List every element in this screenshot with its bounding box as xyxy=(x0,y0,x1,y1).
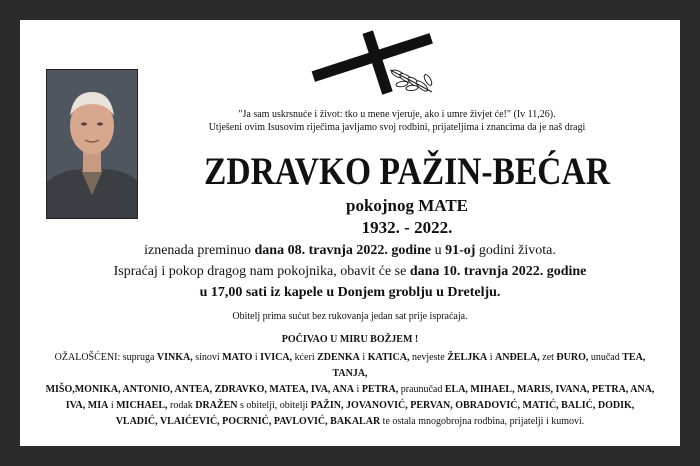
deceased-name: ZDRAVKO PAŽIN-BEĆAR xyxy=(204,150,610,193)
portrait-photo xyxy=(46,69,138,219)
condolences-note: Obitelj prima sućut bez rukovanja jedan sat prije ispraćaja. xyxy=(232,311,468,322)
bible-quote xyxy=(152,108,642,134)
mourners-list xyxy=(36,350,664,430)
death-text: godini života. xyxy=(475,243,556,258)
father-name: pokojnog MATE xyxy=(345,196,468,215)
funeral-time-place: u 17,00 sati iz kapele u Donjem groblju u Dretelju. xyxy=(199,285,501,300)
funeral-announcement xyxy=(20,263,680,281)
death-announcement xyxy=(20,242,680,260)
funeral-date: dana 10. travnja 2022. godine xyxy=(409,264,587,279)
mourners-line: VLADIĆ, VLAIĆEVIĆ, POCRNIĆ, PAVLOVIĆ, BAKALAR te ostala mnogobrojna rodbina, prijatelji i kumovi. xyxy=(115,416,585,427)
portrait-image xyxy=(47,70,137,218)
life-years: 1932. - 2022. xyxy=(361,218,453,237)
quote-line: "Ja sam uskrsnuće i život: tko u mene vjeruje, ako i umre živjet će!" (Iv 11,26). xyxy=(238,109,556,120)
mourners-line: OŽALOŠĆENI: supruga VINKA, sinovi MATO i IVICA, kćeri ZDENKA i KATICA, nevjeste ŽELJKA i ANĐELA, zet ĐURO, unučad TEA, TANJA, xyxy=(54,352,646,379)
death-text: iznenada preminuo xyxy=(144,243,255,258)
death-text: u xyxy=(431,243,446,258)
mourners-line: IVA, MIA i MICHAEL, rodak DRAŽEN s obitelji, obitelji PAŽIN, JOVANOVIĆ, PERVAN, OBRADOVIĆ, MATIĆ, BALIĆ, DODIK, xyxy=(65,400,635,411)
cross-icon xyxy=(306,30,440,96)
announcement-line: Utješeni ovim Isusovim riječima javljamo svoj rodbini, prijateljima i znancima da je naš dragi xyxy=(208,122,586,133)
obituary-card xyxy=(20,20,680,446)
funeral-text: Ispraćaj i pokop dragog nam pokojnika, obavit će se xyxy=(113,264,410,279)
death-age: 91-oj xyxy=(445,243,476,258)
mourners-line: MIŠO,MONIKA, ANTONIO, ANTEA, ZDRAVKO, MATEA, IVA, ANA i PETRA, praunučad ELA, MIHAEL, MARIS, IVANA, PETRA, ANA, xyxy=(45,384,655,395)
death-date: dana 08. travnja 2022. godine xyxy=(254,243,432,258)
rest-in-peace: POČIVAO U MIRU BOŽJEM ! xyxy=(281,334,419,345)
